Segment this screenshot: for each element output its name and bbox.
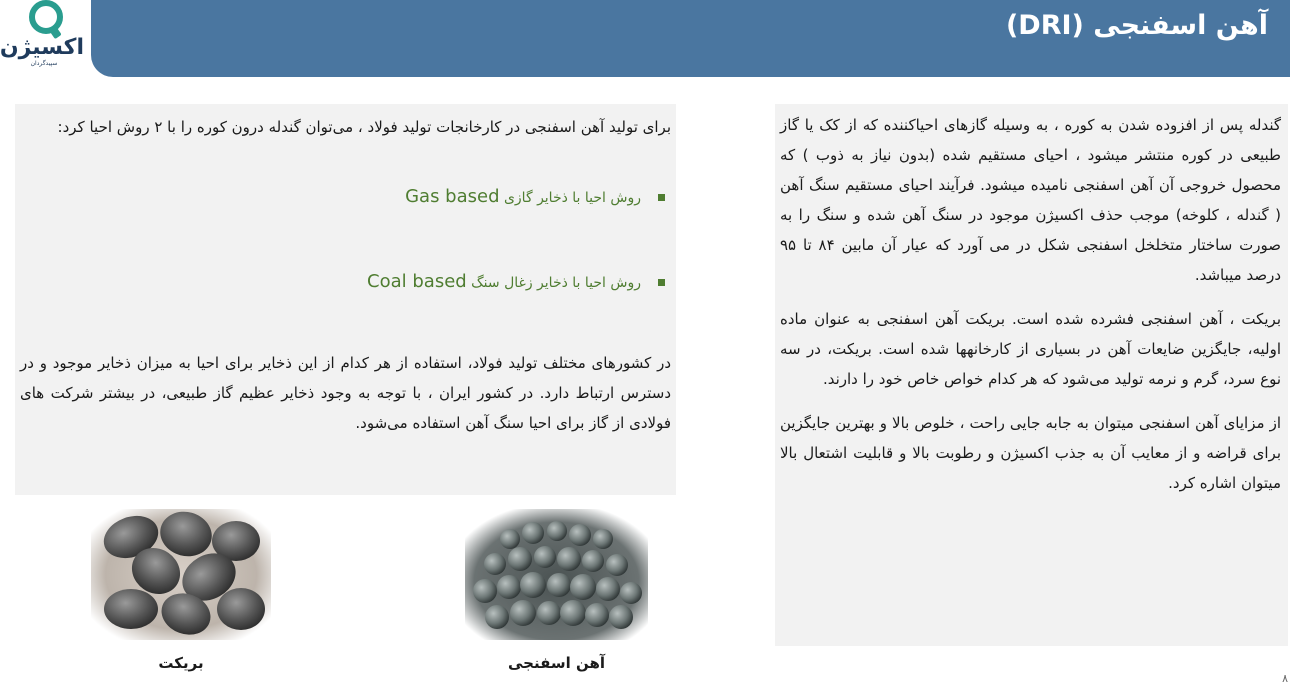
header-bar bbox=[91, 0, 1290, 77]
sponge-iron-caption: آهن اسفنجی bbox=[507, 654, 606, 672]
paragraph-briquette: بریکت ، آهن اسفنجی فشرده شده است. بریکت آهن اسفنجی به عنوان ماده اولیه، جایگزین ضایعات آهن در بسیاری از کارخانهها شده است. بریکت، در سه نوع سرد، گرم و نرمه تولید می‌شود که هر کدام خواص خاص خود را دارند. bbox=[780, 310, 1281, 388]
logo-subtitle: سپیدگردان bbox=[30, 60, 58, 67]
intro-text: برای تولید آهن اسفنجی در کارخانجات تولید فولاد ، می‌توان گندله درون کوره را با ۲ روش احیا کرد: bbox=[57, 118, 671, 136]
right-text-panel bbox=[775, 104, 1288, 646]
sponge-iron-image bbox=[465, 509, 648, 640]
page-number: ۸ bbox=[1282, 672, 1288, 685]
briquette-image bbox=[91, 509, 271, 640]
logo-text: اکسیژن bbox=[0, 35, 84, 60]
square-bullet-icon bbox=[658, 194, 665, 201]
paragraph-advantages: از مزایای آهن اسفنجی میتوان به جابه جایی راحت ، خلوص بالا و بهترین جایگزین برای قراضه و از معایب آن به جذب اکسیژن و رطوبت بالا و قابلیت اشتعال بالا میتوان اشاره کرد. bbox=[780, 414, 1281, 492]
left-text-panel bbox=[15, 104, 676, 495]
bullet-gas-based: روش احیا با ذخایر گازی Gas based bbox=[20, 184, 641, 211]
page-title: آهن اسفنجی (DRI) bbox=[1005, 10, 1268, 41]
company-logo bbox=[0, 0, 84, 76]
bullet-coal-based: روش احیا با ذخایر زغال سنگ Coal based bbox=[20, 269, 641, 296]
square-bullet-icon bbox=[658, 279, 665, 286]
outro-text: در کشورهای مختلف تولید فولاد، استفاده از هر کدام از این ذخایر برای احیا به میزان ذخایر موجود و در دسترس ارتباط دارد. در کشور ایران ، با توجه به وجود ذخایر عظیم گاز طبیعی، در بیشتر شرکت های فولادی از گاز برای احیا سنگ آهن استفاده می‌شود. bbox=[20, 354, 671, 432]
briquette-caption: بریکت bbox=[158, 654, 204, 672]
paragraph-process: گندله پس از افزوده شدن به کوره ، به وسیله گازهای احیاکننده که از کک یا گاز طبیعی در کوره منتشر میشود ، احیای مستقیم شده (بدون نیاز به ذوب ) که محصول خروجی آن آهن اسفنجی نامیده میشود. فرآیند احیای مستقیم سنگ آهن ( گندله ، کلوخه) موجب حذف اکسیژن موجود در سنگ آهن شده و سنگ را به صورت ساختار متخلخل اسفنجی شکل در می آورد که عیار آن مابین ۸۴ تا ۹۵ درصد میباشد. bbox=[780, 116, 1281, 284]
